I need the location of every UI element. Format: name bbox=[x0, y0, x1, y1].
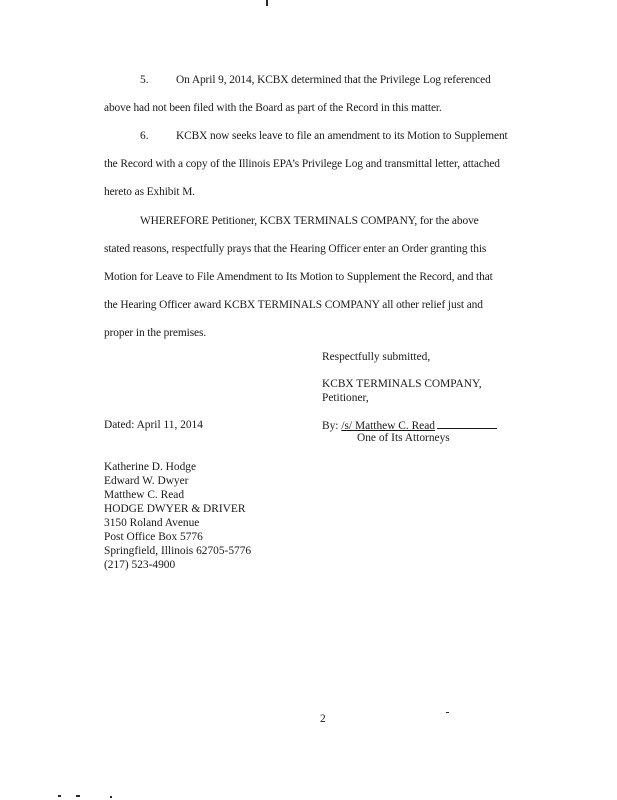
petitioner-role: Petitioner, bbox=[322, 392, 369, 404]
scan-speck bbox=[58, 795, 61, 797]
counsel-name-3: Matthew C. Read bbox=[104, 489, 185, 501]
address-line-2: Post Office Box 5776 bbox=[104, 531, 203, 543]
wherefore-line-3: Motion for Leave to File Amendment to Its Motion to Supplement the Record, and that bbox=[104, 271, 493, 283]
address-city: Springfield, Illinois 62705-5776 bbox=[104, 545, 252, 557]
address-line-1: 3150 Roland Avenue bbox=[104, 517, 200, 529]
paragraph-6-line-3: hereto as Exhibit M. bbox=[104, 186, 196, 198]
paragraph-6-line-2: the Record with a copy of the Illinois EPA’s Privilege Log and transmittal letter, attached bbox=[104, 158, 500, 170]
signature-text: /s/ Matthew C. Read bbox=[341, 420, 435, 432]
paragraph-5-number: 5. bbox=[140, 74, 149, 86]
scan-speck bbox=[76, 795, 80, 797]
wherefore-line-5: proper in the premises. bbox=[104, 327, 207, 339]
respectfully-submitted: Respectfully submitted, bbox=[322, 351, 431, 363]
wherefore-line-1: WHEREFORE Petitioner, KCBX TERMINALS COMPANY, for the above bbox=[140, 215, 479, 227]
law-firm: HODGE DWYER & DRIVER bbox=[104, 503, 246, 515]
scan-speck bbox=[446, 712, 449, 713]
company-name: KCBX TERMINALS COMPANY, bbox=[322, 378, 482, 390]
by-label: By: bbox=[322, 420, 339, 432]
paragraph-5-line-1: On April 9, 2014, KCBX determined that the Privilege Log referenced bbox=[176, 74, 491, 86]
counsel-name-1: Katherine D. Hodge bbox=[104, 461, 197, 473]
paragraph-6-number: 6. bbox=[140, 130, 149, 142]
date-line: Dated: April 11, 2014 bbox=[104, 419, 203, 431]
phone-number: (217) 523-4900 bbox=[104, 559, 176, 571]
counsel-block bbox=[104, 460, 251, 572]
wherefore-line-2: stated reasons, respectfully prays that the Hearing Officer enter an Order granting this bbox=[104, 243, 487, 255]
paragraph-6-line-1: KCBX now seeks leave to file an amendment to its Motion to Supplement bbox=[176, 130, 508, 142]
wherefore-line-4: the Hearing Officer award KCBX TERMINALS COMPANY all other relief just and bbox=[104, 299, 483, 311]
paragraph-5-line-2: above had not been filed with the Board as part of the Record in this matter. bbox=[104, 102, 442, 114]
scan-speck bbox=[266, 0, 268, 6]
page-number: 2 bbox=[320, 713, 326, 725]
attorneys-label: One of Its Attorneys bbox=[357, 432, 450, 444]
signature-underline bbox=[437, 418, 497, 429]
scan-speck bbox=[110, 796, 112, 798]
counsel-name-2: Edward W. Dwyer bbox=[104, 475, 189, 487]
